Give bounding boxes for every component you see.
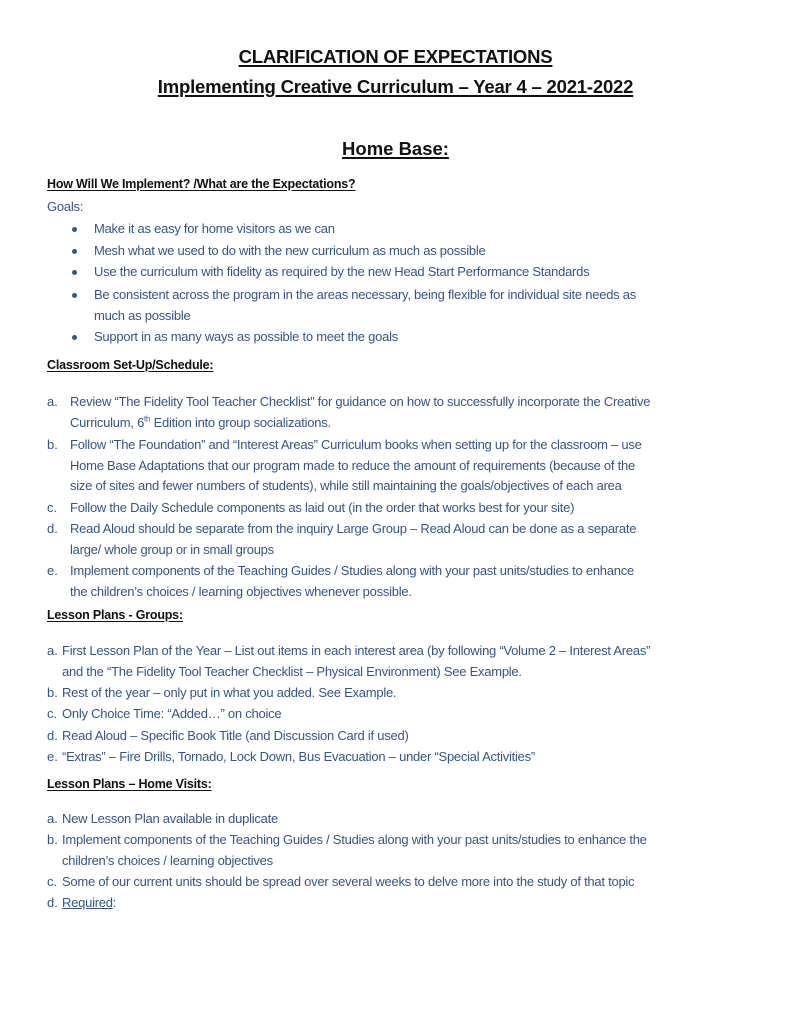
item-marker: c. — [47, 500, 58, 515]
lesson-home-heading: Lesson Plans – Home Visits: — [47, 777, 212, 791]
item-marker: b. — [47, 832, 58, 847]
bullet-icon — [72, 270, 77, 275]
lesson-groups-heading: Lesson Plans - Groups: — [47, 608, 183, 622]
item-text: Some of our current units should be spread over several weeks to delve more into the study of that topic — [62, 874, 635, 889]
colon: : — [112, 895, 117, 910]
bullet-icon — [72, 227, 77, 232]
item-text: Follow “The Foundation” and “Interest Areas” Curriculum books when setting up for the classroom – use — [70, 437, 642, 452]
item-marker: c. — [47, 706, 58, 721]
bullet-icon — [72, 335, 77, 340]
item-text: Review “The Fidelity Tool Teacher Checklist” for guidance on how to successfully incorporate the Creative — [70, 394, 651, 409]
item-text — [62, 895, 116, 911]
item-text: First Lesson Plan of the Year – List out items in each interest area (by following “Volume 2 – Interest Areas” — [62, 643, 651, 658]
item-marker: d. — [47, 521, 58, 536]
section-title: Home Base: — [342, 138, 449, 159]
item-marker: b. — [47, 437, 58, 452]
item-marker: a. — [47, 394, 58, 409]
item-marker: d. — [47, 895, 58, 910]
item-text-continued — [70, 415, 331, 431]
goals-label: Goals: — [47, 199, 84, 214]
bullet-icon — [72, 249, 77, 254]
goal-text: Use the curriculum with fidelity as required by the new Head Start Performance Standards — [94, 264, 590, 279]
item-marker: a. — [47, 811, 58, 826]
item-marker: e. — [47, 749, 58, 764]
item-text: Read Aloud should be separate from the inquiry Large Group – Read Aloud can be done as a separate — [70, 521, 637, 536]
item-text-continued: Home Base Adaptations that our program made to reduce the amount of requirements (because of the — [70, 458, 635, 473]
required-label: Required — [62, 895, 113, 910]
item-text: “Extras” – Fire Drills, Tornado, Lock Down, Bus Evacuation – under “Special Activities” — [62, 749, 535, 764]
item-marker: d. — [47, 728, 58, 743]
goal-text: Mesh what we used to do with the new curriculum as much as possible — [94, 243, 486, 258]
item-marker: b. — [47, 685, 58, 700]
item-text: Read Aloud – Specific Book Title (and Discussion Card if used) — [62, 728, 409, 743]
item-marker: a. — [47, 643, 58, 658]
item-text: Only Choice Time: “Added…” on choice — [62, 706, 282, 721]
item-marker: c. — [47, 874, 58, 889]
document-subtitle: Implementing Creative Curriculum – Year 4 – 2021-2022 — [157, 76, 634, 97]
item-text-part: Curriculum, 6 — [70, 415, 145, 430]
item-text: Implement components of the Teaching Guides / Studies along with your past units/studies to enhance — [70, 563, 634, 578]
item-text: Rest of the year – only put in what you added. See Example. — [62, 685, 397, 700]
item-marker: e. — [47, 563, 58, 578]
goal-text-continued: much as possible — [94, 308, 191, 323]
document-title: CLARIFICATION OF EXPECTATIONS — [238, 46, 553, 67]
goal-text: Support in as many ways as possible to meet the goals — [94, 329, 398, 344]
item-text-continued: size of sites and fewer numbers of students), while still maintaining the goals/objectives of each area — [70, 478, 622, 493]
item-text-continued: children’s choices / learning objectives — [62, 853, 273, 868]
item-text-continued: large/ whole group or in small groups — [70, 542, 274, 557]
item-text-continued: and the “The Fidelity Tool Teacher Checklist – Physical Environment) See Example. — [62, 664, 522, 679]
bullet-icon — [72, 293, 77, 298]
item-text-continued: the children’s choices / learning objectives whenever possible. — [70, 584, 412, 599]
implement-heading: How Will We Implement? /What are the Expectations? — [47, 177, 356, 191]
superscript-th: th — [144, 414, 151, 424]
item-text: Implement components of the Teaching Guides / Studies along with your past units/studies to enhance the — [62, 832, 647, 847]
goal-text: Be consistent across the program in the areas necessary, being flexible for individual site needs as — [94, 287, 637, 302]
classroom-heading: Classroom Set-Up/Schedule: — [47, 358, 214, 372]
item-text-part: Edition into group socializations. — [150, 415, 331, 430]
item-text: Follow the Daily Schedule components as laid out (in the order that works best for your site) — [70, 500, 575, 515]
item-text: New Lesson Plan available in duplicate — [62, 811, 278, 826]
goal-text: Make it as easy for home visitors as we can — [94, 221, 335, 236]
